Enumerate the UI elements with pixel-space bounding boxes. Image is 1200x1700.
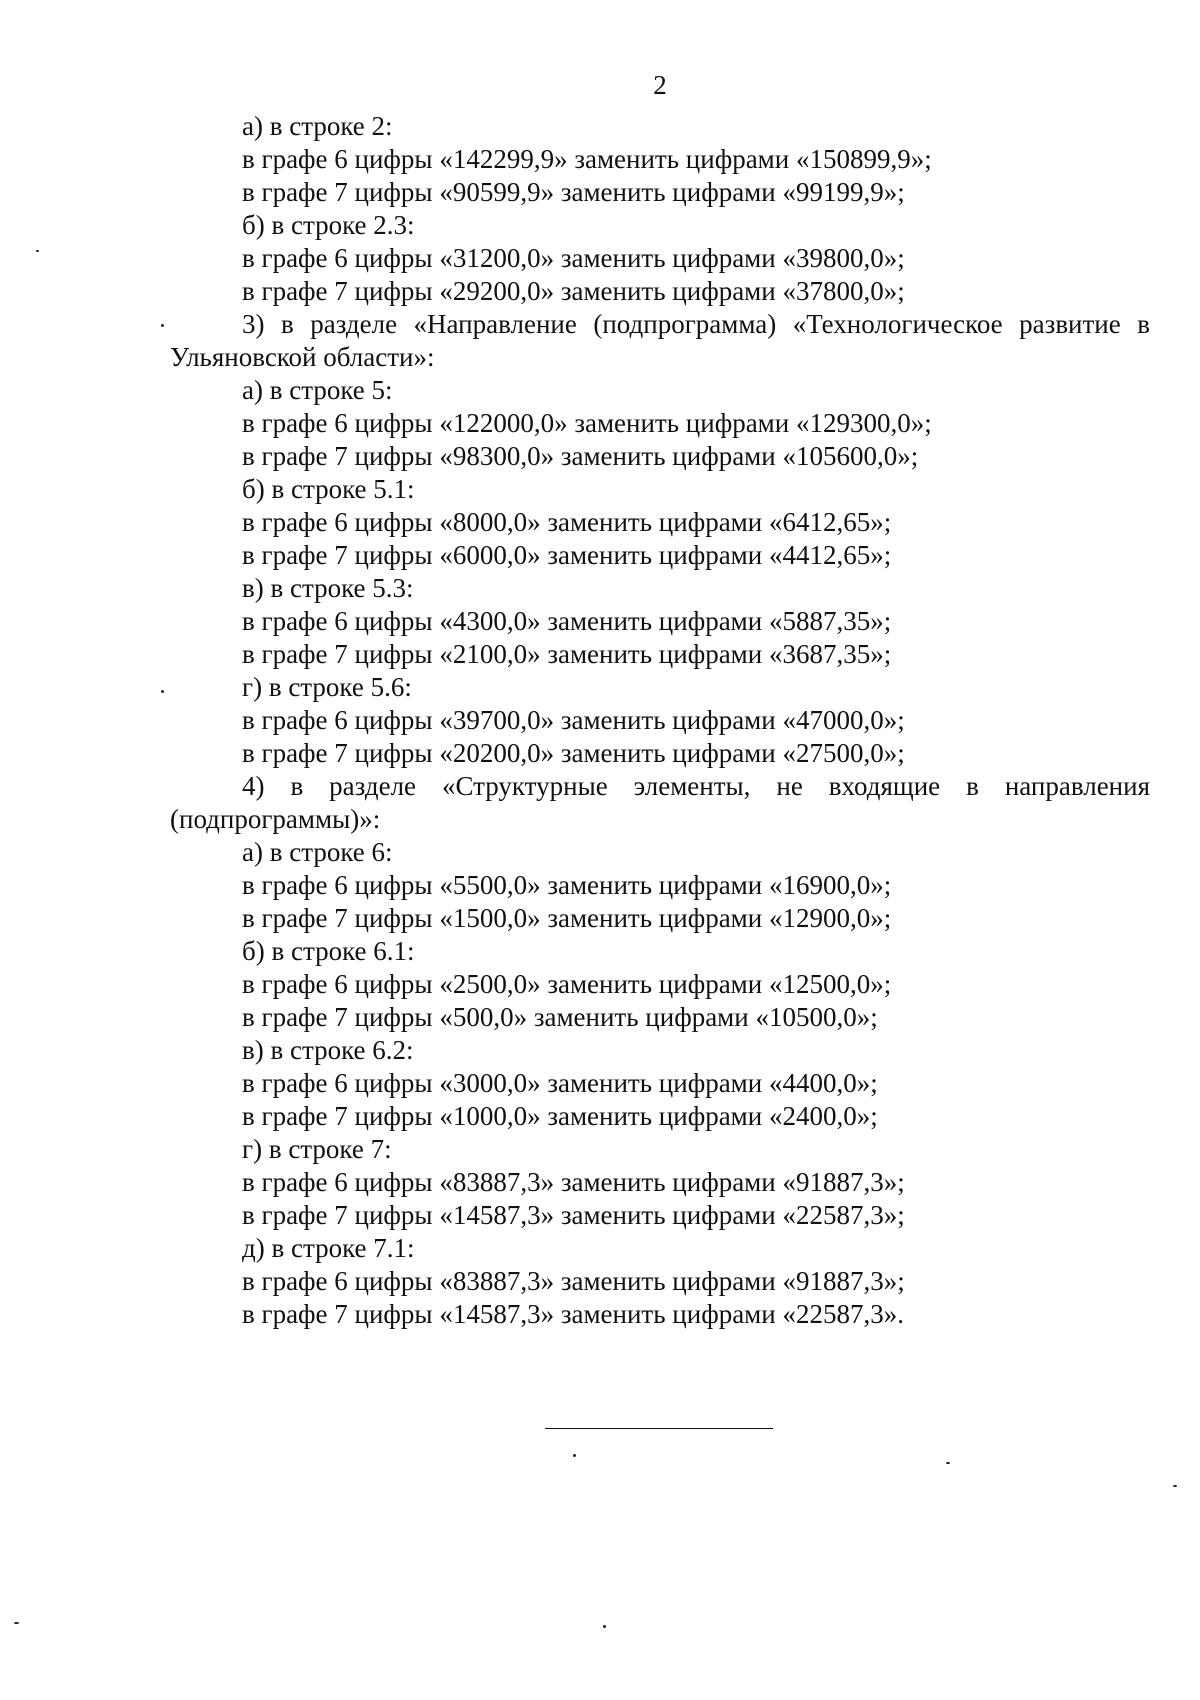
text-line: в графе 7 цифры «98300,0» заменить цифрами «105600,0»; (242, 441, 919, 471)
text-line: в графе 6 цифры «2500,0» заменить цифрами «12500,0»; (242, 969, 892, 999)
scan-speck (161, 324, 164, 327)
text-line: б) в строке 2.3: (242, 210, 415, 240)
text-line: в графе 7 цифры «29200,0» заменить цифрами «37800,0»; (242, 276, 905, 306)
section-heading-paragraph: 3) в разделе «Направление (подпрограмма) «Технологическое развитие в Ульяновской области»: (170, 309, 1150, 372)
scan-speck (36, 250, 39, 252)
text-line: б) в строке 5.1: (242, 474, 415, 504)
text-line: а) в строке 2: (242, 111, 393, 141)
text-line: в графе 6 цифры «31200,0» заменить цифрами «39800,0»; (242, 243, 905, 273)
text-line: в графе 7 цифры «2100,0» заменить цифрами «3687,35»; (242, 639, 892, 669)
text-line: в) в строке 5.3: (242, 573, 414, 603)
page-number: 2 (653, 70, 667, 100)
scan-speck (573, 1454, 576, 1457)
text-line: в графе 7 цифры «500,0» заменить цифрами «10500,0»; (242, 1002, 878, 1032)
text-line: в графе 6 цифры «83887,3» заменить цифрами «91887,3»; (242, 1167, 905, 1197)
text-line: в графе 6 цифры «4300,0» заменить цифрами «5887,35»; (242, 606, 892, 636)
scan-speck (603, 1625, 606, 1628)
text-line: в графе 6 цифры «142299,9» заменить цифрами «150899,9»; (242, 144, 932, 174)
text-line: в графе 6 цифры «39700,0» заменить цифрами «47000,0»; (242, 705, 905, 735)
text-line: в графе 7 цифры «1000,0» заменить цифрами «2400,0»; (242, 1101, 878, 1131)
text-line: в графе 7 цифры «1500,0» заменить цифрами «12900,0»; (242, 903, 892, 933)
text-line: в графе 7 цифры «14587,3» заменить цифрами «22587,3»; (242, 1200, 905, 1230)
text-line: в графе 6 цифры «5500,0» заменить цифрами «16900,0»; (242, 870, 892, 900)
text-line: г) в строке 5.6: (242, 672, 412, 702)
text-line: в графе 6 цифры «83887,3» заменить цифрами «91887,3»; (242, 1266, 905, 1296)
document-body (170, 110, 1150, 1331)
text-line: в графе 7 цифры «90599,9» заменить цифрами «99199,9»; (242, 177, 905, 207)
scan-speck (1173, 1485, 1177, 1487)
section-heading-paragraph: 4) в разделе «Структурные элементы, не входящие в направления (подпрограммы)»: (170, 771, 1150, 834)
text-line: в графе 6 цифры «8000,0» заменить цифрами «6412,65»; (242, 507, 892, 537)
text-line: г) в строке 7: (242, 1134, 392, 1164)
text-line: б) в строке 6.1: (242, 936, 415, 966)
scan-speck (161, 690, 164, 693)
text-line: в графе 7 цифры «6000,0» заменить цифрами «4412,65»; (242, 540, 892, 570)
text-line: в графе 6 цифры «3000,0» заменить цифрами «4400,0»; (242, 1068, 878, 1098)
text-line: в графе 7 цифры «14587,3» заменить цифрами «22587,3». (242, 1299, 904, 1329)
scan-speck (946, 1462, 950, 1464)
text-line: в графе 6 цифры «122000,0» заменить цифрами «129300,0»; (242, 408, 932, 438)
text-line: д) в строке 7.1: (242, 1233, 415, 1263)
text-line: в графе 7 цифры «20200,0» заменить цифрами «27500,0»; (242, 738, 905, 768)
text-line: а) в строке 5: (242, 375, 393, 405)
closing-rule (545, 1428, 773, 1429)
text-line: а) в строке 6: (242, 837, 393, 867)
text-line: в) в строке 6.2: (242, 1035, 414, 1065)
scan-speck (14, 1622, 19, 1624)
